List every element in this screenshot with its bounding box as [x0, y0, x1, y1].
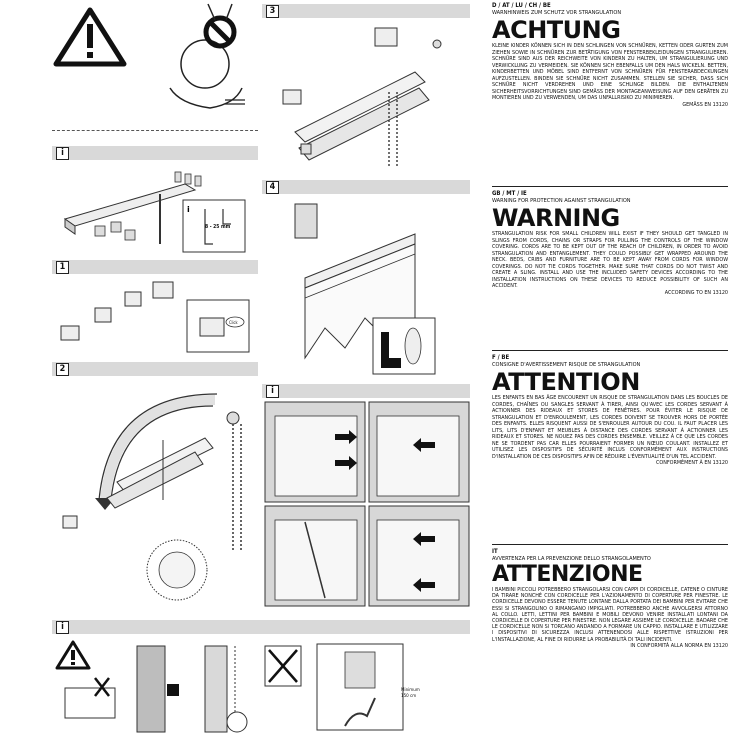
- warning-fr-norm: CONFORMÉMENT À EN 13120: [656, 460, 728, 466]
- warning-it-heading: ATTENZIONE: [492, 562, 643, 587]
- step-2-tag: 2: [56, 363, 69, 376]
- warning-de-heading: ACHTUNG: [492, 16, 621, 44]
- warning-divider-1: [492, 186, 728, 187]
- parts-illustration: [55, 164, 255, 256]
- section-divider: [52, 130, 258, 131]
- step-1-tag: 1: [56, 261, 69, 274]
- step-4-illustration: [265, 198, 470, 378]
- info-middle-bar: [262, 384, 470, 398]
- warning-divider-2: [492, 350, 728, 351]
- step-2-bar: [52, 362, 258, 376]
- warning-de-norm: GEMÄSS EN 13120: [682, 101, 728, 108]
- svg-text:i: i: [187, 205, 190, 214]
- warning-gb-block: [492, 190, 728, 297]
- warning-de-subtitle: WARNHINWEIS ZUM SCHUTZ VOR STRANGULATION: [492, 10, 622, 16]
- warning-fr-block: [492, 354, 728, 467]
- warning-it-norm: IN CONFORMITÀ ALLA NORMA EN 13120: [630, 642, 728, 649]
- warning-fr-lang: F / BE: [492, 354, 510, 361]
- step-2-illustration: [55, 380, 255, 610]
- warning-de-block: [492, 2, 728, 109]
- warning-fr-subtitle: CONSIGNE D'AVERTISSEMENT RISQUE DE STRANGULATION: [492, 362, 641, 368]
- step-4-bar: [262, 180, 470, 194]
- warning-gb-heading: WARNING: [492, 204, 620, 232]
- warning-triangle-icon: [50, 4, 255, 124]
- info-middle-tag: i: [266, 385, 279, 398]
- warning-it-lang: IT: [492, 548, 498, 555]
- minimum-height-label: Minimum 150 cm: [401, 688, 420, 699]
- info-step-bar: [52, 146, 258, 160]
- warning-pictogram-panel: [50, 4, 255, 124]
- child-safety-illustrations: [55, 638, 470, 734]
- warning-gb-subtitle: WARNING FOR PROTECTION AGAINST STRANGULATION: [492, 198, 631, 204]
- warning-gb-norm: ACCORDING TO EN 13120: [664, 289, 728, 296]
- info-bottom-bar: [52, 620, 470, 634]
- warning-gb-lang: GB / MT / IE: [492, 190, 527, 197]
- info-step-tag: i: [56, 147, 69, 160]
- warning-gb-body: STRANGULATION RISK FOR SMALL CHILDREN WILL EXIST IF THEY SHOULD GET TANGLED IN SLINGS FROM CORDS, CHAINS OR STRAPS FOR PULLING THE CONTROLS OF THE WINDOW COVERING. CORDS ARE TO BE KEPT OUT OF THE REACH OF CHILDREN, IN ORDER TO AVOID STRANGULATION AND ENTANGLEMENT. THEY COULD POSSIBLY GET WRAPPED AROUND THE NECK. BEDS, CRIBS AND FURNITURE ARE TO BE KEPT AWAY FROM CORDS FOR WINDOW COVERINGS. DO NOT TIE CORDS TOGETHER. MAKE SURE THAT CORDS DO NOT TWIST AND CREATE A SLING. INSTALL AND USE THE INCLUDED SAFETY DEVICES ACCORDING TO THE INSTALLATION INSTRUCTIONS ON THESE DEVICES TO REDUCE POSSIBILITY OF SUCH AN ACCIDENT.: [492, 231, 728, 289]
- warning-fr-body: LES ENFANTS EN BAS ÂGE ENCOURENT UN RISQUE DE STRANGULATION DANS LES BOUCLES DE CORDES, CHAÎNES OU SANGLES SERVANT À TIRER, AINSI QU'AVEC LES CORDES SERVANT À ACTIONNER DES RIDEAUX ET STORES DE FENÊTRES. POUR ÉVITER LE RISQUE DE STRANGULATION ET D'ENROULEMENT, LES CORDES DOIVENT SE TROUVER HORS DE PORTÉE DES ENFANTS. ELLES RISQUENT AUSSI DE S'ENROULER AUTOUR DU COU. IL FAUT PLACER LES LITS, LITS D'ENFANT ET MEUBLES À DISTANCE DES CORDES SERVANT À ACTIONNER LES RIDEAUX ET STORES. NE NOUEZ PAS DES CORDES ENSEMBLE. VEILLEZ À CE QUE LES CORDES NE SE TORDENT PAS CAR ELLES POURRAIENT FORMER UN NŒUD COULANT. INSTALLEZ ET UTILISEZ LES DISPOSITIFS DE SÉCURITÉ INCLUS CONFORMÉMENT AUX INSTRUCTIONS D'INSTALLATION DE CES DISPOSITIFS AFIN DE RÉDUIRE L'ÉVENTUALITÉ D'UN TEL ACCIDENT.: [492, 395, 728, 460]
- warning-it-subtitle: AVVERTENZA PER LA PREVENZIONE DELLO STRANGOLAMENTO: [492, 556, 651, 562]
- step-3-illustration: [265, 22, 470, 172]
- step-4-tag: 4: [266, 181, 279, 194]
- bracket-gap-label: 8 - 25 mm: [205, 224, 231, 230]
- warning-it-body: I BAMBINI PICCOLI POTREBBERO STRANGOLARSI CON CAPPI DI CORDICELLE, CATENE O CINTURE DA TIRARE NONCHÉ CON CORDICELLE PER L'AZIONAMENTO DI COPERTURE PER FINESTRE. LE CORDICELLE DEVONO ESSERE TENUTE LONTANE DALLA PORTATA DEI BAMBINI PER EVITARE CHE ESSI SI STRANGOLINO O RIMANGANO IMPIGLIATI. POTREBBERO ANCHE AVVOLGERSI ATTORNO AL COLLO. LETTI, LETTINI PER BAMBINI E MOBILI DEVONO VENIRE INSTALLATI LONTANI DA CORDICELLE DI COPERTURE PER FINESTRE. NON LEGARE ASSIEME LE CORDICELLE. BADARE CHE LE CORDICELLE NON SI TORCANO ANDANDO A FORMARE UN CAPPIO. INSTALLARE E UTILIZZARE I DISPOSITIVI DI SICUREZZA INCLUSI ATTENENDOSI ALLE RISPETTIVE ISTRUZIONI PER L'INSTALLAZIONE, AL FINE DI RIDURRE LA PROBABILITÀ DI TALI INCIDENTI.: [492, 587, 728, 643]
- warning-fr-heading: ATTENTION: [492, 368, 640, 396]
- warning-divider-3: [492, 544, 728, 545]
- warning-it-block: [492, 548, 728, 650]
- info-illustrations: [265, 402, 470, 612]
- step-1-bar: [52, 260, 258, 274]
- warning-de-lang: D / AT / LU / CH / BE: [492, 2, 551, 9]
- step-3-bar: [262, 4, 470, 18]
- step-1-illustration: [55, 278, 255, 358]
- info-bottom-tag: i: [56, 621, 69, 634]
- warning-de-body: KLEINE KINDER KÖNNEN SICH IN DEN SCHLINGEN VON SCHNÜREN, KETTEN ODER GURTEN ZUM ZIEHEN SOWIE IN SCHNÜREN ZUR BETÄTIGUNG VON FENSTERBEKLEIDUNGEN STRANGULIEREN. SCHNÜRE SIND AUS DER REICHWEITE VON KINDERN ZU HALTEN, UM STRANGULIERUNG UND VERWICKLUNG ZU VERMEIDEN. SIE KÖNNEN SICH EBENFALLS UM DEN HALS WICKELN. BETTEN, KINDERBETTEN UND MÖBEL SIND ENTFERNT VON SCHNÜREN FÜR FENSTERABDECKUNGEN AUFZUSTELLEN. BINDEN SIE SCHNÜRE NICHT ZUSAMMEN. STELLEN SIE SICHER, DASS SICH SCHNÜRE NICHT VERDREHEN UND EINE SCHLINGE BILDEN. DIE ENTHALTENEN SICHERHEITSVORRICHTUNGEN SIND GEMÄSS DER MONTAGEANWEISUNG AUF DEN GERÄTEN ZU MONTIEREN UND ZU VERWENDEN, UM DAS UNFALLRISIKO ZU MINIMIEREN.: [492, 43, 728, 101]
- click-label: Click: [229, 320, 238, 325]
- step-3-tag: 3: [266, 5, 279, 18]
